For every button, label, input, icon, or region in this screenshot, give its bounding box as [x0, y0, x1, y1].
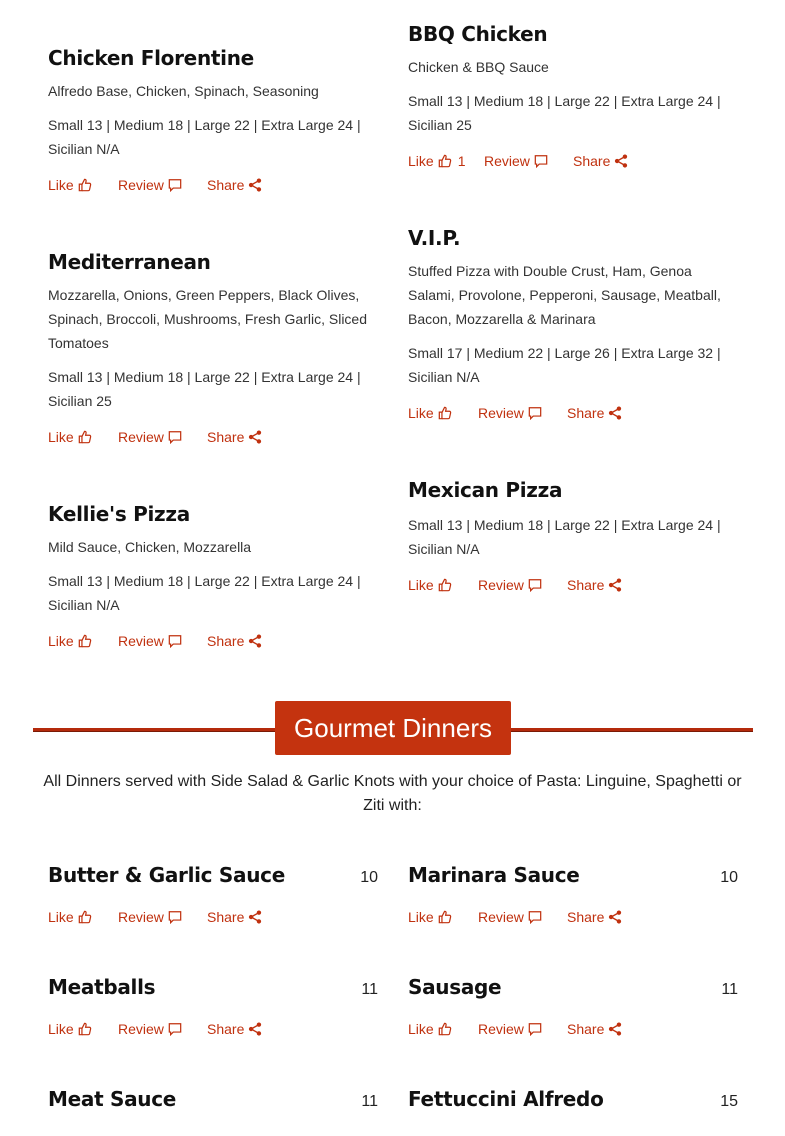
- review-button[interactable]: Review: [118, 909, 207, 925]
- item-price: 15: [720, 1093, 738, 1110]
- share-button[interactable]: Share: [207, 633, 262, 649]
- menu-item-mediterranean: [48, 249, 378, 449]
- section-intro: All Dinners served with Side Salad & Garlic Knots with your choice of Pasta: Linguine, Spaghetti or Ziti with:: [43, 773, 742, 814]
- menu-item-butter-garlic-sauce: [48, 862, 378, 929]
- menu-item-mexican-pizza: [408, 477, 738, 597]
- menu-item-meatballs: [48, 974, 378, 1041]
- comment-icon: [168, 430, 182, 444]
- share-button[interactable]: Share: [573, 153, 628, 169]
- share-button[interactable]: Share: [207, 429, 262, 445]
- comment-icon: [168, 634, 182, 648]
- item-price: 11: [361, 1093, 378, 1110]
- like-button[interactable]: Like 1: [408, 153, 466, 169]
- review-button[interactable]: Review: [478, 1021, 567, 1037]
- item-title: Meatballs: [48, 975, 156, 999]
- comment-icon: [534, 154, 548, 168]
- item-actions: [408, 149, 738, 173]
- item-sizes: Small 13 | Medium 18 | Large 22 | Extra Large 24 | Sicilian 25: [408, 93, 721, 133]
- section-header-gourmet-dinners: [33, 701, 753, 755]
- item-title: Sausage: [408, 975, 502, 999]
- comment-icon: [168, 910, 182, 924]
- thumbs-up-icon: [78, 178, 92, 192]
- like-button[interactable]: Like: [48, 633, 118, 649]
- item-title: Butter & Garlic Sauce: [48, 863, 285, 887]
- review-button[interactable]: Review: [478, 909, 567, 925]
- review-button[interactable]: Review: [484, 153, 573, 169]
- share-icon: [248, 1022, 262, 1036]
- review-button[interactable]: Review: [118, 177, 207, 193]
- share-icon: [608, 578, 622, 592]
- item-actions: [408, 401, 738, 425]
- item-actions: [48, 425, 378, 449]
- thumbs-up-icon: [438, 1022, 452, 1036]
- comment-icon: [528, 406, 542, 420]
- item-actions: [408, 573, 738, 597]
- item-title: Mediterranean: [48, 250, 211, 274]
- like-button[interactable]: Like: [408, 405, 478, 421]
- review-button[interactable]: Review: [478, 405, 567, 421]
- share-button[interactable]: Share: [567, 1021, 622, 1037]
- share-button[interactable]: Share: [567, 405, 622, 421]
- like-button[interactable]: Like: [408, 909, 478, 925]
- item-title: Kellie's Pizza: [48, 502, 190, 526]
- thumbs-up-icon: [438, 154, 452, 168]
- thumbs-up-icon: [78, 1022, 92, 1036]
- thumbs-up-icon: [78, 634, 92, 648]
- like-button[interactable]: Like: [48, 177, 118, 193]
- share-icon: [608, 1022, 622, 1036]
- share-button[interactable]: Share: [207, 177, 262, 193]
- item-price: 10: [720, 869, 738, 886]
- like-button[interactable]: Like: [48, 909, 118, 925]
- item-title: Fettuccini Alfredo: [408, 1087, 604, 1111]
- item-title: BBQ Chicken: [408, 22, 548, 46]
- item-description: Alfredo Base, Chicken, Spinach, Seasoning: [48, 83, 319, 99]
- thumbs-up-icon: [438, 910, 452, 924]
- thumbs-up-icon: [78, 910, 92, 924]
- item-price: 11: [361, 981, 378, 998]
- item-sizes: Small 13 | Medium 18 | Large 22 | Extra Large 24 | Sicilian N/A: [48, 117, 361, 157]
- menu-item-meat-sauce: [48, 1086, 378, 1112]
- share-icon: [608, 406, 622, 420]
- item-price: 10: [360, 869, 378, 886]
- menu-item-bbq-chicken: [408, 21, 738, 173]
- item-sizes: Small 13 | Medium 18 | Large 22 | Extra Large 24 | Sicilian 25: [48, 369, 361, 409]
- menu-item-marinara-sauce: [408, 862, 738, 929]
- item-actions: [48, 1017, 378, 1041]
- menu-item-sausage: [408, 974, 738, 1041]
- like-count: 1: [457, 153, 466, 169]
- like-button[interactable]: Like: [408, 577, 478, 593]
- section-title: Gourmet Dinners: [275, 701, 511, 755]
- item-description: Stuffed Pizza with Double Crust, Ham, Genoa Salami, Provolone, Pepperoni, Sausage, Meatball, Bacon, Mozzarella & Marinara: [408, 263, 721, 327]
- share-button[interactable]: Share: [567, 577, 622, 593]
- comment-icon: [528, 910, 542, 924]
- item-title: Marinara Sauce: [408, 863, 580, 887]
- item-actions: [48, 629, 378, 653]
- item-title: Meat Sauce: [48, 1087, 177, 1111]
- item-title: V.I.P.: [408, 226, 461, 250]
- like-button[interactable]: Like: [48, 1021, 118, 1037]
- share-button[interactable]: Share: [207, 1021, 262, 1037]
- item-sizes: Small 17 | Medium 22 | Large 26 | Extra Large 32 | Sicilian N/A: [408, 345, 721, 385]
- item-description: Mozzarella, Onions, Green Peppers, Black Olives, Spinach, Broccoli, Mushrooms, Fresh Garlic, Sliced Tomatoes: [48, 287, 367, 351]
- review-button[interactable]: Review: [478, 577, 567, 593]
- like-button[interactable]: Like: [408, 1021, 478, 1037]
- menu-item-kellies-pizza: [48, 501, 378, 653]
- comment-icon: [168, 1022, 182, 1036]
- comment-icon: [168, 178, 182, 192]
- comment-icon: [528, 578, 542, 592]
- menu-item-chicken-florentine: [48, 45, 378, 197]
- comment-icon: [528, 1022, 542, 1036]
- item-title: Chicken Florentine: [48, 46, 254, 70]
- review-button[interactable]: Review: [118, 633, 207, 649]
- share-button[interactable]: Share: [567, 909, 622, 925]
- review-button[interactable]: Review: [118, 1021, 207, 1037]
- thumbs-up-icon: [438, 578, 452, 592]
- like-button[interactable]: Like: [48, 429, 118, 445]
- menu-item-fettuccini-alfredo: [408, 1086, 738, 1112]
- item-description: Chicken & BBQ Sauce: [408, 59, 549, 75]
- share-icon: [608, 910, 622, 924]
- item-actions: [408, 1017, 738, 1041]
- item-actions: [48, 905, 378, 929]
- item-description: Mild Sauce, Chicken, Mozzarella: [48, 539, 252, 555]
- item-price: 11: [721, 981, 738, 998]
- menu-item-vip: [408, 225, 738, 425]
- share-icon: [248, 910, 262, 924]
- share-icon: [248, 430, 262, 444]
- share-icon: [248, 634, 262, 648]
- share-icon: [248, 178, 262, 192]
- thumbs-up-icon: [78, 430, 92, 444]
- thumbs-up-icon: [438, 406, 452, 420]
- item-actions: [48, 173, 378, 197]
- share-icon: [614, 154, 628, 168]
- item-sizes: Small 13 | Medium 18 | Large 22 | Extra Large 24 | Sicilian N/A: [408, 517, 721, 557]
- item-title: Mexican Pizza: [408, 478, 563, 502]
- share-button[interactable]: Share: [207, 909, 262, 925]
- item-sizes: Small 13 | Medium 18 | Large 22 | Extra Large 24 | Sicilian N/A: [48, 573, 361, 613]
- review-button[interactable]: Review: [118, 429, 207, 445]
- item-actions: [408, 905, 738, 929]
